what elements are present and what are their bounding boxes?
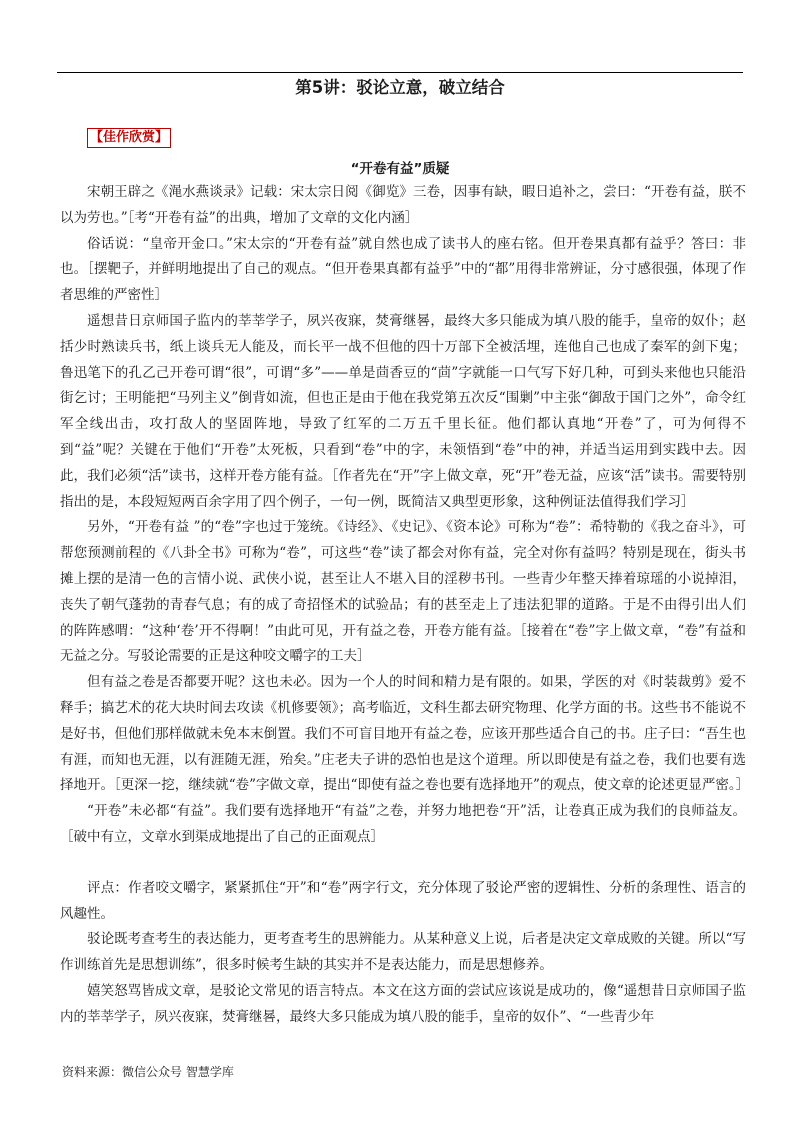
paragraph-examples: 遥想昔日京师国子监内的莘莘学子，夙兴夜寐，焚膏继晷，最终大多只能成为填八股的能手，皇帝的奴仆；赵括少时熟读兵书，纸上谈兵无人能及，而长平一战不但他的四十万部下全被活埋，连他自己也成了秦军的剑下鬼；鲁迅笔下的孔乙己开卷可谓“很”，可谓“多”——单是茴香豆的“茴”字就能一口气写下好几种，可到头来他也只能沿街乞讨；王明能把“马列主义”倒背如流，但也正是由于他在我党第五次反“围剿”中主张“御敌于国门之外”，命令红军全线出击，攻打敌人的坚固阵地，导致了红军的二万五千里长征。他们都认真地“开卷”了，可为何得不到“益”呢？关键在于他们“开卷”太死板，只看到“卷”中的字，未领悟到“卷”中的神，并适当运用到实践中去。因此，我们必须“活”读书，这样开卷方能有益。［作者先在“开”字上做文章，死“开”卷无益，应该“活”读书。需要特别指出的是，本段短短两百余字用了四个例子，一句一例，既简洁又典型更形象，这种例证法值得我们学习］ [60, 312, 746, 510]
paragraph-language: 嬉笑怒骂皆成文章，是驳论文常见的语言特点。本文在这方面的尝试应该说是成功的，像“遥想昔日京师国子监内的莘莘学子，夙兴夜寐，焚膏继晷，最终大多只能成为填八股的能手，皇帝的奴仆”、“一些青少年 [60, 982, 746, 1025]
header-rule [57, 72, 743, 73]
source-footer: 资料来源：微信公众号 智慧学库 [62, 1065, 234, 1079]
paragraph-analysis: 驳论既考查考生的表达能力，更考查考生的思辨能力。从某种意义上说，后者是决定文章成败的关键。所以“写作训练首先是思想训练”，很多时候考生缺的其实并不是表达能力，而是思想修养。 [60, 931, 746, 974]
paragraph-thesis: 俗话说：“皇帝开金口。”宋太宗的“开卷有益”就自然也成了读书人的座右铭。但开卷果真都有益乎？答曰：非也。［摆靶子，并鲜明地提出了自己的观点。“但开卷果真都有益乎”中的“都”用得非常辨证，分寸感很强，体现了作者思维的严密性］ [60, 235, 746, 304]
paragraph-comment: 评点：作者咬文嚼字，紧紧抓住“开”和“卷”两字行文，充分体现了驳论严密的逻辑性、分析的条理性、语言的风趣性。 [60, 879, 746, 922]
paragraph-conclusion: “开卷”未必都“有益”。我们要有选择地开“有益”之卷，并努力地把卷“开”活，让卷真正成为我们的良师益友。［破中有立，文章水到渠成地提出了自己的正面观点］ [60, 803, 746, 845]
essay-body [60, 180, 750, 1031]
paragraph-juan: 另外，“开卷有益 ”的“卷”字也过于笼统。《诗经》、《史记》、《资本论》可称为“卷”：希特勒的《我之奋斗》，可帮您预测前程的《八卦全书》可称为“卷”，可这些“卷”读了都会对你有益，完全对你有益吗？特别是现在，街头书摊上摆的是清一色的言情小说、武侠小说，甚至让人不堪入目的淫秽书刊。一些青少年整天捧着琼瑶的小说掉泪，丧失了朝气蓬勃的青春气息；有的成了奇招怪术的试验品；有的甚至走上了违法犯罪的道路。于是不由得引出人们的阵阵感喟：“这种‘卷’开不得啊！”由此可见，开有益之卷，开卷方能有益。［接着在“卷”字上做文章，“卷”有益和无益之分。写驳论需要的正是这种咬文嚼字的工夫］ [60, 519, 746, 665]
essay-title: “开卷有益”质疑 [350, 161, 450, 177]
paragraph-selective: 但有益之卷是否都要开呢？这也未必。因为一个人的时间和精力是有限的。如果，学医的对《时装裁剪》爱不释手；搞艺术的花大块时间去攻读《机修要领》；高考临近，文科生都去研究物理、化学方面的书。这些书不能说不是好书，但他们那样做就未免本末倒置。我们不可盲目地开有益之卷，应该开那些适合自己的书。庄子曰：“吾生也有涯，而知也无涯，以有涯随无涯，殆矣。”庄老夫子讲的恐怕也是这个道理。所以即使是有益之卷，我们也要有选择地开。［更深一挖，继续就“卷”字做文章，提出“即使有益之卷也要有选择地开”的观点，使文章的论述更显严密。］ [60, 674, 750, 794]
paragraph-origin: 宋朝王辟之《渑水燕谈录》记载：宋太宗日阅《御览》三卷，因事有缺，暇日追补之，尝曰：“开卷有益，朕不以为劳也。”［考“开卷有益”的出典，增加了文章的文化内涵］ [60, 184, 746, 226]
section-tag: 【佳作欣赏】 [87, 128, 171, 148]
lesson-title: 第5讲：驳论立意，破立结合 [295, 78, 505, 97]
